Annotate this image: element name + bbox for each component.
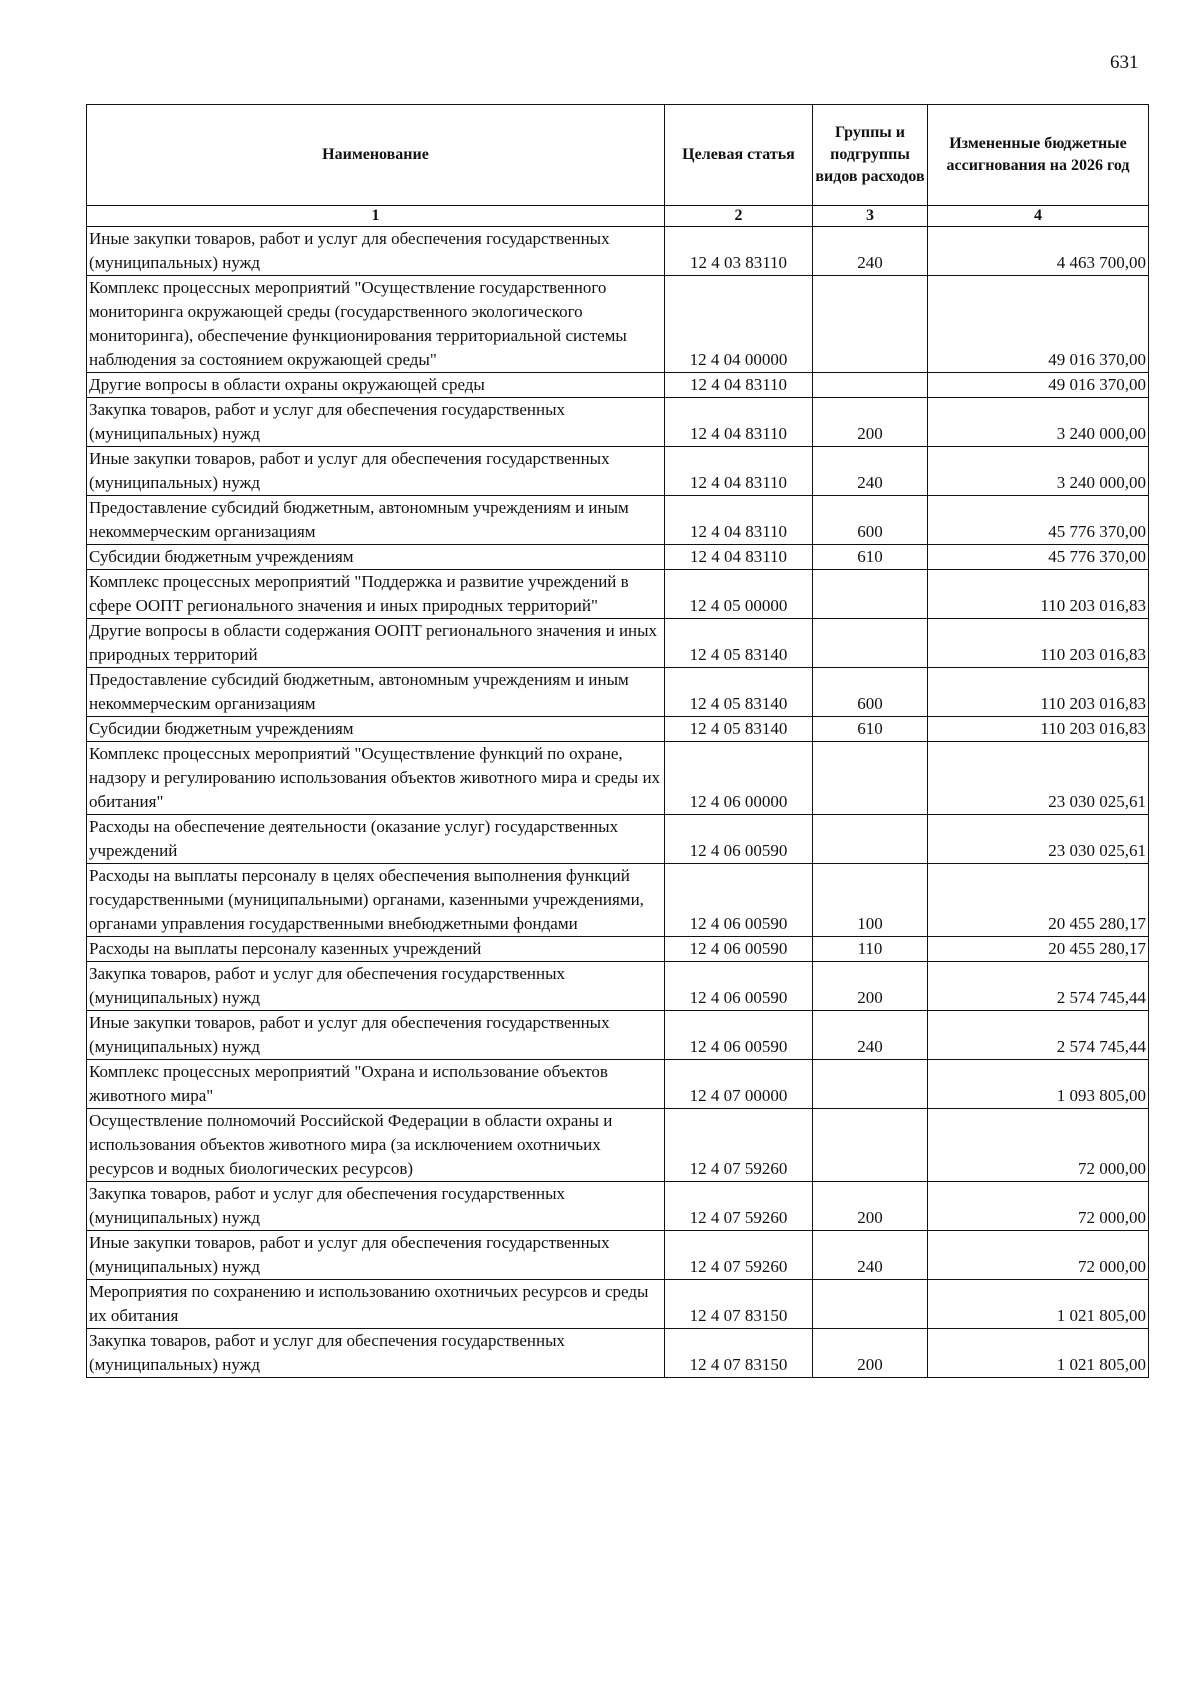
- row-expense-group: 600: [813, 496, 928, 545]
- row-amount: 1 093 805,00: [928, 1060, 1149, 1109]
- row-name: Расходы на выплаты персоналу в целях обеспечения выполнения функций государственными (муниципальными) органами, казенными учреждениями, органами управления государственными внебюджетными фондами: [87, 864, 665, 937]
- row-name: Иные закупки товаров, работ и услуг для обеспечения государственных (муниципальных) нужд: [87, 1011, 665, 1060]
- row-name: Иные закупки товаров, работ и услуг для обеспечения государственных (муниципальных) нужд: [87, 1231, 665, 1280]
- row-target-article: 12 4 04 83110: [665, 447, 813, 496]
- row-name: Субсидии бюджетным учреждениям: [87, 717, 665, 742]
- row-target-article: 12 4 07 83150: [665, 1280, 813, 1329]
- row-amount: 2 574 745,44: [928, 1011, 1149, 1060]
- row-expense-group: [813, 570, 928, 619]
- row-name: Иные закупки товаров, работ и услуг для обеспечения государственных (муниципальных) нужд: [87, 447, 665, 496]
- row-expense-group: [813, 373, 928, 398]
- row-name: Комплекс процессных мероприятий "Охрана и использование объектов животного мира": [87, 1060, 665, 1109]
- row-expense-group: 610: [813, 545, 928, 570]
- column-number-row: [87, 206, 1149, 227]
- row-expense-group: 200: [813, 398, 928, 447]
- budget-table: [86, 104, 1149, 1378]
- row-target-article: 12 4 06 00590: [665, 815, 813, 864]
- row-target-article: 12 4 04 83110: [665, 373, 813, 398]
- row-name: Предоставление субсидий бюджетным, автономным учреждениям и иным некоммерческим организациям: [87, 668, 665, 717]
- row-expense-group: [813, 742, 928, 815]
- row-expense-group: [813, 1280, 928, 1329]
- table-row: [87, 668, 1149, 717]
- table-row: [87, 496, 1149, 545]
- table-row: [87, 1231, 1149, 1280]
- row-amount: 3 240 000,00: [928, 447, 1149, 496]
- table-row: [87, 373, 1149, 398]
- row-target-article: 12 4 06 00000: [665, 742, 813, 815]
- row-amount: 20 455 280,17: [928, 864, 1149, 937]
- table-row: [87, 717, 1149, 742]
- row-amount: 23 030 025,61: [928, 815, 1149, 864]
- row-expense-group: 200: [813, 1329, 928, 1378]
- row-expense-group: [813, 1109, 928, 1182]
- row-expense-group: 240: [813, 1011, 928, 1060]
- table-row: [87, 276, 1149, 373]
- row-target-article: 12 4 05 83140: [665, 619, 813, 668]
- row-name: Комплекс процессных мероприятий "Осуществление функций по охране, надзору и регулированию использования объектов животного мира и среды их обитания": [87, 742, 665, 815]
- table-row: [87, 742, 1149, 815]
- header-target-article: Целевая статья: [665, 105, 813, 206]
- row-target-article: 12 4 05 83140: [665, 668, 813, 717]
- row-name: Закупка товаров, работ и услуг для обеспечения государственных (муниципальных) нужд: [87, 962, 665, 1011]
- row-amount: 72 000,00: [928, 1109, 1149, 1182]
- row-expense-group: 600: [813, 668, 928, 717]
- column-number: 1: [87, 206, 665, 227]
- row-expense-group: 100: [813, 864, 928, 937]
- row-name: Иные закупки товаров, работ и услуг для обеспечения государственных (муниципальных) нужд: [87, 227, 665, 276]
- row-expense-group: [813, 619, 928, 668]
- row-amount: 110 203 016,83: [928, 717, 1149, 742]
- row-target-article: 12 4 06 00590: [665, 1011, 813, 1060]
- table-row: [87, 570, 1149, 619]
- row-target-article: 12 4 07 59260: [665, 1109, 813, 1182]
- row-target-article: 12 4 05 00000: [665, 570, 813, 619]
- row-expense-group: 110: [813, 937, 928, 962]
- column-number: 4: [928, 206, 1149, 227]
- table-row: [87, 447, 1149, 496]
- row-expense-group: [813, 1060, 928, 1109]
- table-row: [87, 1182, 1149, 1231]
- row-target-article: 12 4 06 00590: [665, 962, 813, 1011]
- row-name: Расходы на обеспечение деятельности (оказание услуг) государственных учреждений: [87, 815, 665, 864]
- row-target-article: 12 4 04 83110: [665, 398, 813, 447]
- header-allocations: Измененные бюджетные ассигнования на 2026 год: [928, 105, 1149, 206]
- row-amount: 1 021 805,00: [928, 1280, 1149, 1329]
- row-amount: 4 463 700,00: [928, 227, 1149, 276]
- row-name: Расходы на выплаты персоналу казенных учреждений: [87, 937, 665, 962]
- table-row: [87, 227, 1149, 276]
- row-amount: 72 000,00: [928, 1182, 1149, 1231]
- row-name: Другие вопросы в области охраны окружающей среды: [87, 373, 665, 398]
- row-target-article: 12 4 07 59260: [665, 1231, 813, 1280]
- row-name: Закупка товаров, работ и услуг для обеспечения государственных (муниципальных) нужд: [87, 398, 665, 447]
- header-expense-groups: Группы и подгруппы видов расходов: [813, 105, 928, 206]
- row-amount: 1 021 805,00: [928, 1329, 1149, 1378]
- table-row: [87, 1109, 1149, 1182]
- table-row: [87, 962, 1149, 1011]
- row-amount: 2 574 745,44: [928, 962, 1149, 1011]
- row-expense-group: 240: [813, 447, 928, 496]
- table-row: [87, 619, 1149, 668]
- row-amount: 110 203 016,83: [928, 570, 1149, 619]
- row-name: Мероприятия по сохранению и использованию охотничьих ресурсов и среды их обитания: [87, 1280, 665, 1329]
- table-row: [87, 545, 1149, 570]
- row-amount: 49 016 370,00: [928, 373, 1149, 398]
- row-expense-group: 200: [813, 962, 928, 1011]
- table-row: [87, 937, 1149, 962]
- row-target-article: 12 4 04 00000: [665, 276, 813, 373]
- table-row: [87, 1060, 1149, 1109]
- row-amount: 20 455 280,17: [928, 937, 1149, 962]
- table-row: [87, 398, 1149, 447]
- row-expense-group: 200: [813, 1182, 928, 1231]
- row-target-article: 12 4 07 83150: [665, 1329, 813, 1378]
- row-amount: 45 776 370,00: [928, 496, 1149, 545]
- row-amount: 49 016 370,00: [928, 276, 1149, 373]
- row-expense-group: 240: [813, 227, 928, 276]
- table-row: [87, 864, 1149, 937]
- row-target-article: 12 4 05 83140: [665, 717, 813, 742]
- row-expense-group: 610: [813, 717, 928, 742]
- row-name: Закупка товаров, работ и услуг для обеспечения государственных (муниципальных) нужд: [87, 1182, 665, 1231]
- table-row: [87, 1280, 1149, 1329]
- row-amount: 3 240 000,00: [928, 398, 1149, 447]
- row-target-article: 12 4 03 83110: [665, 227, 813, 276]
- row-name: Закупка товаров, работ и услуг для обеспечения государственных (муниципальных) нужд: [87, 1329, 665, 1378]
- row-target-article: 12 4 07 59260: [665, 1182, 813, 1231]
- table-row: [87, 1329, 1149, 1378]
- row-amount: 110 203 016,83: [928, 619, 1149, 668]
- row-amount: 72 000,00: [928, 1231, 1149, 1280]
- row-expense-group: [813, 815, 928, 864]
- row-amount: 45 776 370,00: [928, 545, 1149, 570]
- row-target-article: 12 4 07 00000: [665, 1060, 813, 1109]
- header-name: Наименование: [87, 105, 665, 206]
- row-target-article: 12 4 06 00590: [665, 864, 813, 937]
- header-row: [87, 105, 1149, 206]
- column-number: 3: [813, 206, 928, 227]
- row-name: Другие вопросы в области содержания ООПТ регионального значения и иных природных территорий: [87, 619, 665, 668]
- row-target-article: 12 4 06 00590: [665, 937, 813, 962]
- row-name: Субсидии бюджетным учреждениям: [87, 545, 665, 570]
- row-name: Предоставление субсидий бюджетным, автономным учреждениям и иным некоммерческим организациям: [87, 496, 665, 545]
- page-number: 631: [1110, 52, 1139, 73]
- row-amount: 23 030 025,61: [928, 742, 1149, 815]
- table-row: [87, 815, 1149, 864]
- row-name: Осуществление полномочий Российской Федерации в области охраны и использования объектов животного мира (за исключением охотничьих ресурсов и водных биологических ресурсов): [87, 1109, 665, 1182]
- row-name: Комплекс процессных мероприятий "Осуществление государственного мониторинга окружающей среды (государственного экологического мониторинга), обеспечение функционирования территориальной системы наблюдения за состоянием окружающей среды": [87, 276, 665, 373]
- row-amount: 110 203 016,83: [928, 668, 1149, 717]
- row-target-article: 12 4 04 83110: [665, 545, 813, 570]
- row-expense-group: [813, 276, 928, 373]
- row-expense-group: 240: [813, 1231, 928, 1280]
- column-number: 2: [665, 206, 813, 227]
- row-name: Комплекс процессных мероприятий "Поддержка и развитие учреждений в сфере ООПТ регионального значения и иных природных территорий": [87, 570, 665, 619]
- table-row: [87, 1011, 1149, 1060]
- row-target-article: 12 4 04 83110: [665, 496, 813, 545]
